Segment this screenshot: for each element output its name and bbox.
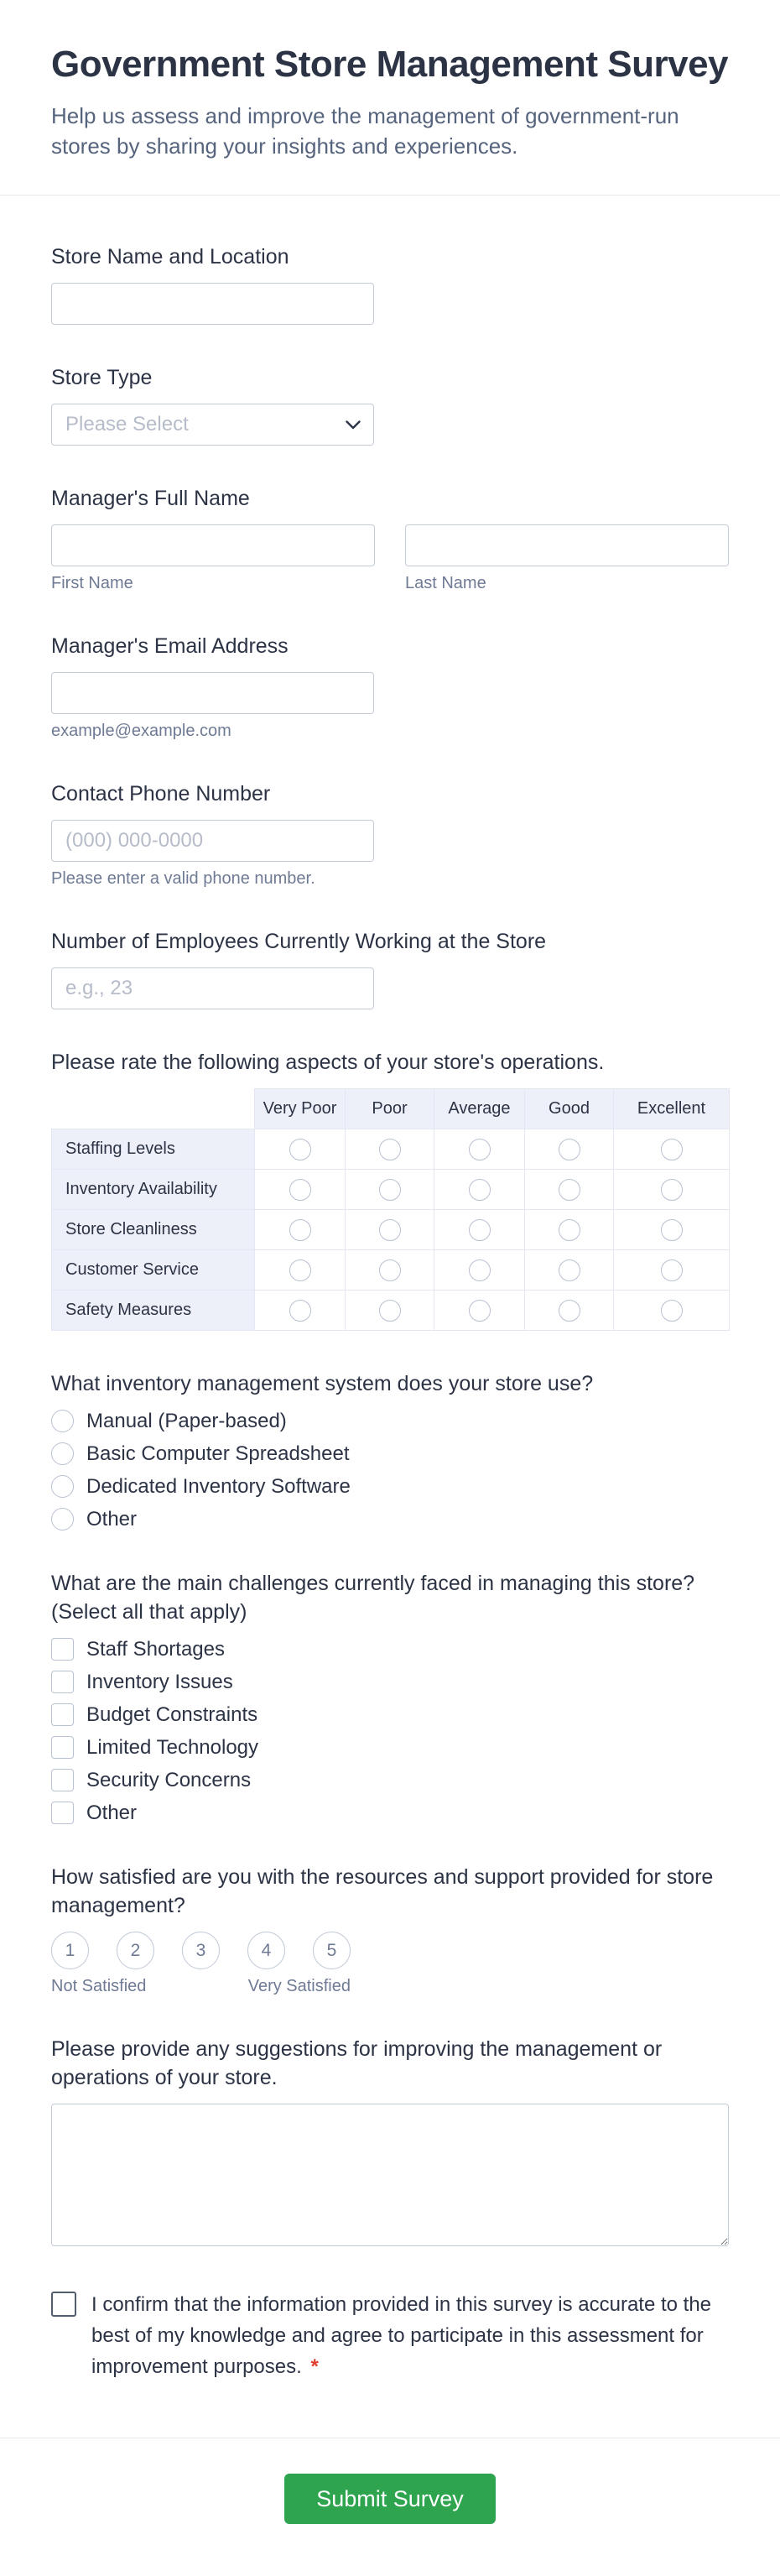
- matrix-radio[interactable]: [559, 1179, 580, 1201]
- matrix-row-label: Inventory Availability: [52, 1170, 255, 1210]
- inventory-system-field: [51, 1369, 729, 1530]
- challenge-option[interactable]: [51, 1769, 729, 1791]
- scale-option-5[interactable]: 5: [313, 1932, 351, 1969]
- scale-row: [51, 1932, 351, 1969]
- challenge-option[interactable]: [51, 1802, 729, 1824]
- matrix-radio[interactable]: [289, 1139, 311, 1160]
- satisfaction-field: [51, 1863, 729, 1996]
- challenge-checkbox[interactable]: [51, 1671, 74, 1693]
- matrix-radio[interactable]: [379, 1139, 401, 1160]
- matrix-radio[interactable]: [469, 1179, 491, 1201]
- matrix-radio[interactable]: [379, 1300, 401, 1322]
- matrix-radio[interactable]: [559, 1219, 580, 1241]
- form-subtitle: Help us assess and improve the management of government-run stores by sharing your insights and experiences.: [51, 103, 679, 159]
- matrix-col-header: Average: [434, 1089, 525, 1129]
- challenge-option-label: Budget Constraints: [86, 1703, 258, 1726]
- matrix-row: [52, 1210, 730, 1250]
- store-type-label: Store Type: [51, 366, 153, 389]
- email-label: Manager's Email Address: [51, 634, 289, 658]
- phone-field-block: [51, 780, 729, 889]
- matrix-radio[interactable]: [559, 1300, 580, 1322]
- matrix-row: [52, 1129, 730, 1170]
- rating-matrix-table: [51, 1088, 730, 1331]
- matrix-radio[interactable]: [379, 1219, 401, 1241]
- matrix-radio[interactable]: [289, 1259, 311, 1281]
- phone-sublabel: Please enter a valid phone number.: [51, 869, 315, 888]
- scale-labels: [51, 1977, 351, 1996]
- challenge-option-label: Other: [86, 1802, 138, 1824]
- confirmation-field: [51, 2289, 729, 2382]
- challenge-checkbox[interactable]: [51, 1802, 74, 1824]
- last-name-col: [405, 524, 729, 593]
- inventory-option[interactable]: [51, 1475, 729, 1498]
- first-name-col: [51, 524, 375, 593]
- matrix-row-label: Customer Service: [52, 1250, 255, 1291]
- scale-option-4[interactable]: 4: [247, 1932, 285, 1969]
- matrix-col-header: Excellent: [614, 1089, 730, 1129]
- suggestions-textarea[interactable]: [51, 2104, 729, 2246]
- manager-name-label: Manager's Full Name: [51, 487, 250, 510]
- matrix-row-label: Store Cleanliness: [52, 1210, 255, 1250]
- matrix-radio[interactable]: [661, 1300, 683, 1322]
- inventory-option-radio[interactable]: [51, 1475, 74, 1498]
- matrix-radio[interactable]: [661, 1219, 683, 1241]
- challenge-option[interactable]: [51, 1703, 729, 1726]
- first-name-input[interactable]: [51, 524, 375, 566]
- matrix-header-row: [52, 1089, 730, 1129]
- challenge-option[interactable]: [51, 1671, 729, 1693]
- store-type-selected-value: Please Select: [65, 413, 189, 435]
- matrix-radio[interactable]: [469, 1139, 491, 1160]
- matrix-row: [52, 1170, 730, 1210]
- matrix-radio[interactable]: [469, 1259, 491, 1281]
- form-body: [0, 196, 780, 2438]
- scale-right-label: Very Satisfied: [247, 1977, 351, 1995]
- rating-matrix-label: Please rate the following aspects of your store's operations.: [51, 1051, 605, 1074]
- satisfaction-label: How satisfied are you with the resources and support provided for store management?: [51, 1865, 714, 1917]
- suggestions-field: [51, 2035, 729, 2250]
- inventory-option-radio[interactable]: [51, 1442, 74, 1465]
- chevron-down-icon: [345, 420, 361, 430]
- rating-matrix-field: [51, 1048, 729, 1331]
- matrix-radio[interactable]: [661, 1259, 683, 1281]
- confirmation-statement: I confirm that the information provided in this survey is accurate to the best of my knowledge and agree to participate in this assessment for improvement purposes.: [91, 2293, 712, 2378]
- inventory-option-label: Basic Computer Spreadsheet: [86, 1442, 350, 1465]
- matrix-radio[interactable]: [289, 1179, 311, 1201]
- inventory-option[interactable]: [51, 1442, 729, 1465]
- employees-input[interactable]: [51, 967, 374, 1009]
- confirmation-checkbox[interactable]: [51, 2292, 76, 2317]
- matrix-corner-cell: [52, 1089, 255, 1129]
- challenge-option-label: Security Concerns: [86, 1769, 252, 1791]
- email-field-block: [51, 632, 729, 741]
- challenges-label: What are the main challenges currently faced in managing this store? (Select all that apply): [51, 1572, 695, 1624]
- inventory-option[interactable]: [51, 1508, 729, 1530]
- matrix-radio[interactable]: [661, 1179, 683, 1201]
- form-header: [0, 0, 780, 195]
- form-title: Government Store Management Survey: [51, 44, 729, 85]
- matrix-col-header: Very Poor: [255, 1089, 346, 1129]
- matrix-radio[interactable]: [379, 1179, 401, 1201]
- first-name-sublabel: First Name: [51, 574, 133, 592]
- scale-option-3[interactable]: 3: [182, 1932, 220, 1969]
- inventory-option-label: Other: [86, 1508, 138, 1530]
- employees-label: Number of Employees Currently Working at the Store: [51, 930, 547, 953]
- inventory-option[interactable]: [51, 1410, 729, 1432]
- required-asterisk: *: [310, 2355, 319, 2378]
- matrix-col-header: Good: [525, 1089, 614, 1129]
- inventory-option-label: Manual (Paper-based): [86, 1410, 287, 1432]
- challenge-checkbox[interactable]: [51, 1703, 74, 1726]
- submit-button[interactable]: Submit Survey: [284, 2474, 496, 2524]
- scale-option-2[interactable]: 2: [117, 1932, 154, 1969]
- scale-option-1[interactable]: 1: [51, 1932, 89, 1969]
- matrix-radio[interactable]: [289, 1300, 311, 1322]
- challenge-checkbox[interactable]: [51, 1769, 74, 1791]
- matrix-row-label: Staffing Levels: [52, 1129, 255, 1170]
- matrix-radio[interactable]: [289, 1219, 311, 1241]
- matrix-radio[interactable]: [559, 1139, 580, 1160]
- challenge-checkbox[interactable]: [51, 1736, 74, 1759]
- store-name-input[interactable]: [51, 283, 374, 325]
- store-name-field: [51, 242, 729, 325]
- inventory-option-radio[interactable]: [51, 1410, 74, 1432]
- matrix-row-label: Safety Measures: [52, 1291, 255, 1331]
- email-input[interactable]: [51, 672, 374, 714]
- store-type-field: [51, 363, 729, 446]
- challenges-field: [51, 1569, 729, 1824]
- challenge-option-label: Limited Technology: [86, 1736, 259, 1759]
- store-name-label: Store Name and Location: [51, 245, 289, 269]
- challenge-option[interactable]: [51, 1736, 729, 1759]
- matrix-row: [52, 1250, 730, 1291]
- suggestions-label: Please provide any suggestions for improving the management or operations of your store.: [51, 2037, 663, 2089]
- challenge-checkbox[interactable]: [51, 1638, 74, 1661]
- matrix-radio[interactable]: [379, 1259, 401, 1281]
- store-type-select[interactable]: [51, 404, 374, 446]
- form-footer: [0, 2438, 780, 2576]
- matrix-radio[interactable]: [469, 1300, 491, 1322]
- matrix-radio[interactable]: [469, 1219, 491, 1241]
- inventory-option-radio[interactable]: [51, 1508, 74, 1530]
- matrix-radio[interactable]: [661, 1139, 683, 1160]
- challenge-option[interactable]: [51, 1638, 729, 1661]
- inventory-option-label: Dedicated Inventory Software: [86, 1475, 351, 1498]
- challenge-option-label: Inventory Issues: [86, 1671, 233, 1693]
- challenge-option-label: Staff Shortages: [86, 1638, 225, 1661]
- last-name-sublabel: Last Name: [405, 574, 486, 592]
- email-sublabel: example@example.com: [51, 722, 231, 740]
- employees-field-block: [51, 927, 729, 1009]
- phone-label: Contact Phone Number: [51, 782, 271, 806]
- matrix-col-header: Poor: [346, 1089, 434, 1129]
- manager-name-field: [51, 484, 729, 593]
- matrix-radio[interactable]: [559, 1259, 580, 1281]
- inventory-system-label: What inventory management system does your store use?: [51, 1372, 594, 1395]
- phone-input[interactable]: [51, 820, 374, 862]
- confirmation-text: [91, 2289, 729, 2382]
- scale-left-label: Not Satisfied: [51, 1977, 147, 1995]
- matrix-row: [52, 1291, 730, 1331]
- last-name-input[interactable]: [405, 524, 729, 566]
- name-row: [51, 524, 729, 593]
